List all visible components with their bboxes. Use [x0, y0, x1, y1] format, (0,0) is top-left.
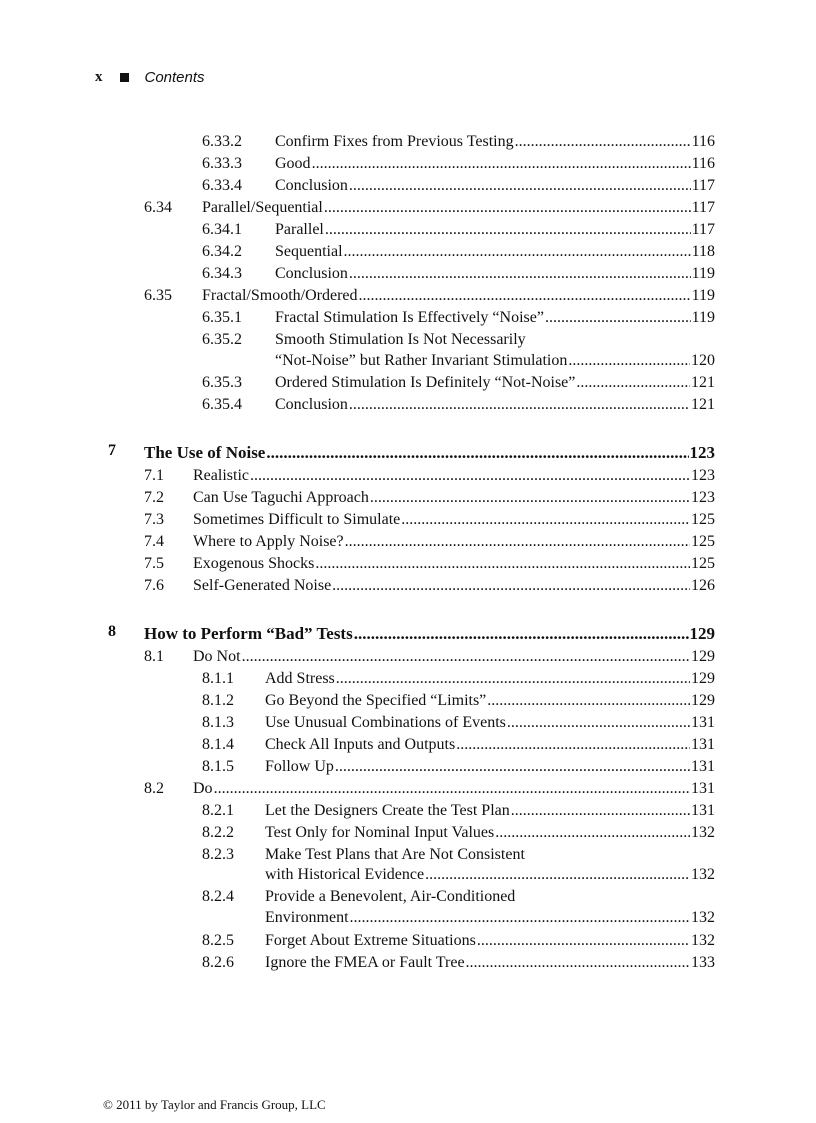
toc-entry-title: Smooth Stimulation Is Not Necessarily: [275, 331, 526, 348]
leader-dots: [425, 866, 690, 884]
leader-dots: [359, 287, 691, 305]
toc-entry-title: Test Only for Nominal Input Values: [265, 824, 495, 841]
toc-entry-number: 8.2.3: [202, 846, 234, 863]
toc-entry[interactable]: [275, 243, 715, 261]
leader-dots: [312, 155, 691, 173]
toc-entry-page: 125: [691, 555, 715, 572]
toc-entry-title: Self-Generated Noise: [193, 577, 332, 594]
toc-entry[interactable]: [265, 954, 715, 972]
toc-entry[interactable]: [265, 802, 715, 820]
leader-dots: [350, 909, 690, 927]
chapter-title: The Use of Noise: [144, 443, 266, 462]
toc-entry-number: 8.2.1: [202, 802, 234, 819]
toc-entry-number: 6.35.2: [202, 331, 242, 348]
toc-entry-page: 129: [691, 670, 715, 687]
toc-entry-number: 7.1: [144, 467, 164, 484]
toc-entry[interactable]: [275, 309, 715, 327]
toc-entry-number: 6.34.1: [202, 221, 242, 238]
leader-dots: [576, 374, 690, 392]
toc-entry-page: 132: [691, 909, 715, 926]
toc-entry-title: Confirm Fixes from Previous Testing: [275, 133, 514, 150]
toc-entry-number: 8.2.6: [202, 954, 234, 971]
toc-entry-title: Forget About Extreme Situations: [265, 932, 476, 949]
toc-entry[interactable]: [275, 396, 715, 414]
toc-entry-number: 6.34: [144, 199, 172, 216]
toc-entry-title: Fractal Stimulation Is Effectively “Noise”: [275, 309, 544, 326]
toc-entry-page: 133: [691, 954, 715, 971]
toc-entry-number: 6.35: [144, 287, 172, 304]
toc-entry-number: 6.33.2: [202, 133, 242, 150]
toc-entry-title: Good: [275, 155, 311, 172]
toc-entry-page: 118: [691, 243, 715, 260]
leader-dots: [324, 199, 691, 217]
leader-dots: [250, 467, 690, 485]
leader-dots: [507, 714, 690, 732]
toc-entry-number: 7.2: [144, 489, 164, 506]
leader-dots: [511, 802, 690, 820]
toc-entry[interactable]: [265, 692, 715, 710]
leader-dots: [242, 648, 690, 666]
toc-entry-title: Do: [193, 780, 213, 797]
toc-entry-title: Parallel/Sequential: [202, 199, 323, 216]
toc-entry[interactable]: [202, 199, 715, 217]
toc-entry[interactable]: [193, 467, 715, 485]
toc-entry[interactable]: [265, 670, 715, 688]
toc-entry-page: 131: [691, 758, 715, 775]
leader-dots: [515, 133, 691, 151]
toc-entry-title: Parallel: [275, 221, 324, 238]
toc-entry[interactable]: [275, 221, 715, 239]
toc-entry[interactable]: [265, 758, 715, 776]
toc-entry-page: 125: [691, 533, 715, 550]
leader-dots: [332, 577, 690, 595]
toc-entry-title: Ignore the FMEA or Fault Tree: [265, 954, 465, 971]
leader-dots: [315, 555, 690, 573]
toc-entry-number: 7.3: [144, 511, 164, 528]
copyright-footer: © 2011 by Taylor and Francis Group, LLC: [103, 1097, 326, 1112]
leader-dots: [214, 780, 690, 798]
toc-entry[interactable]: [202, 287, 715, 305]
toc-entry-page: 119: [691, 265, 715, 282]
toc-entry-title-continued: “Not-Noise” but Rather Invariant Stimulation: [275, 352, 568, 369]
toc-entry-number: 6.34.2: [202, 243, 242, 260]
toc-entry-page: 123: [691, 467, 715, 484]
toc-entry-page: 132: [691, 824, 715, 841]
toc-entry[interactable]: [265, 866, 715, 884]
toc-entry-title: Let the Designers Create the Test Plan: [265, 802, 510, 819]
chapter-page: 123: [689, 443, 715, 462]
toc-entry[interactable]: [193, 780, 715, 798]
toc-entry-title: Sometimes Difficult to Simulate: [193, 511, 401, 528]
toc-entry-page: 131: [691, 780, 715, 797]
toc-entry-page: 125: [691, 511, 715, 528]
toc-entry-page: 129: [691, 692, 715, 709]
toc-entry-page: 131: [691, 714, 715, 731]
leader-dots: [349, 177, 691, 195]
page-number: x: [95, 69, 103, 85]
chapter-title: How to Perform “Bad” Tests: [144, 624, 353, 643]
toc-entry-page: 120: [691, 352, 715, 369]
toc-entry[interactable]: [193, 555, 715, 573]
toc-entry[interactable]: [265, 824, 715, 842]
toc-entry-number: 8.1.4: [202, 736, 234, 753]
leader-dots: [349, 265, 691, 283]
toc-entry[interactable]: [193, 533, 715, 551]
toc-entry-page: 119: [691, 309, 715, 326]
toc-entry-title: Conclusion: [275, 265, 348, 282]
toc-entry-number: 6.33.3: [202, 155, 242, 172]
toc-entry-page: 121: [691, 374, 715, 391]
toc-entry-title: Sequential: [275, 243, 343, 260]
toc-entry-number: 7.5: [144, 555, 164, 572]
toc-entry-title-continued: with Historical Evidence: [265, 866, 425, 883]
chapter-number: 7: [108, 442, 116, 459]
leader-dots: [325, 221, 691, 239]
leader-dots: [495, 824, 690, 842]
toc-entry-page: 119: [691, 287, 715, 304]
toc-entry-title: Add Stress: [265, 670, 335, 687]
leader-dots: [344, 243, 691, 261]
toc-entry-page: 117: [691, 199, 715, 216]
toc-entry-title: Fractal/Smooth/Ordered: [202, 287, 358, 304]
toc-entry-title: Conclusion: [275, 177, 348, 194]
toc-entry-number: 8.2.2: [202, 824, 234, 841]
toc-entry-number: 6.33.4: [202, 177, 242, 194]
toc-entry-number: 8.1.5: [202, 758, 234, 775]
toc-entry[interactable]: [193, 511, 715, 529]
toc-entry-number: 6.35.3: [202, 374, 242, 391]
toc-entry-title: Provide a Benevolent, Air-Conditioned: [265, 888, 516, 905]
toc-entry-number: 8.2: [144, 780, 164, 797]
toc-entry-title: Follow Up: [265, 758, 334, 775]
toc-entry[interactable]: [193, 648, 715, 666]
leader-dots: [466, 954, 690, 972]
leader-dots: [335, 758, 690, 776]
toc-entry-title: Go Beyond the Specified “Limits”: [265, 692, 487, 709]
toc-entry-number: 8.1.1: [202, 670, 234, 687]
toc-entry-number: 6.35.1: [202, 309, 242, 326]
toc-entry-page: 123: [691, 489, 715, 506]
square-bullet-icon: [120, 73, 129, 82]
toc-entry[interactable]: [275, 133, 715, 151]
toc-chapter-entry[interactable]: [144, 625, 715, 643]
toc-entry-page: 126: [691, 577, 715, 594]
toc-entry-title: Can Use Taguchi Approach: [193, 489, 369, 506]
leader-dots: [336, 670, 690, 688]
toc-entry-page: 131: [691, 802, 715, 819]
toc-entry[interactable]: [265, 909, 715, 927]
toc-entry-number: 8.2.5: [202, 932, 234, 949]
leader-dots: [568, 352, 690, 370]
toc-entry-title: Exogenous Shocks: [193, 555, 315, 572]
toc-entry-number: 7.4: [144, 533, 164, 550]
toc-entry-title: Conclusion: [275, 396, 348, 413]
toc-entry[interactable]: [275, 177, 715, 195]
leader-dots: [370, 489, 690, 507]
toc-entry-page: 132: [691, 932, 715, 949]
toc-entry-page: 121: [691, 396, 715, 413]
toc-entry-page: 116: [691, 155, 715, 172]
leader-dots: [487, 692, 690, 710]
toc-entry-number: 8.2.4: [202, 888, 234, 905]
toc-entry-number: 6.34.3: [202, 265, 242, 282]
toc-entry[interactable]: [265, 714, 715, 732]
toc-entry-number: 6.35.4: [202, 396, 242, 413]
toc-entry-page: 117: [691, 177, 715, 194]
toc-entry[interactable]: [265, 736, 715, 754]
running-header: [95, 69, 205, 86]
toc-entry[interactable]: [275, 374, 715, 392]
toc-entry-title: Use Unusual Combinations of Events: [265, 714, 506, 731]
toc-entry-page: 117: [691, 221, 715, 238]
toc-entry-title: Check All Inputs and Outputs: [265, 736, 456, 753]
chapter-number: 8: [108, 623, 116, 640]
leader-dots: [401, 511, 690, 529]
toc-entry[interactable]: [275, 352, 715, 370]
toc-entry-title-continued: Environment: [265, 909, 349, 926]
toc-entry-page: 132: [691, 866, 715, 883]
toc-entry-number: 7.6: [144, 577, 164, 594]
leader-dots: [477, 932, 690, 950]
toc-entry-title: Do Not: [193, 648, 241, 665]
running-header-title: Contents: [144, 69, 205, 86]
leader-dots: [456, 736, 690, 754]
chapter-page: 129: [689, 624, 715, 643]
toc-entry-page: 116: [691, 133, 715, 150]
toc-entry-page: 129: [691, 648, 715, 665]
leader-dots: [349, 396, 690, 414]
leader-dots: [266, 444, 688, 462]
toc-entry-title: Where to Apply Noise?: [193, 533, 344, 550]
toc-entry[interactable]: [275, 265, 715, 283]
toc-entry-page: 131: [691, 736, 715, 753]
toc-entry[interactable]: [193, 489, 715, 507]
leader-dots: [545, 309, 691, 327]
toc-entry-title: Make Test Plans that Are Not Consistent: [265, 846, 525, 863]
toc-entry[interactable]: [275, 155, 715, 173]
toc-entry[interactable]: [193, 577, 715, 595]
toc-entry-title: Ordered Stimulation Is Definitely “Not-Noise”: [275, 374, 576, 391]
toc-chapter-entry[interactable]: [144, 444, 715, 462]
toc-entry-number: 8.1.3: [202, 714, 234, 731]
toc-entry-number: 8.1: [144, 648, 164, 665]
leader-dots: [354, 625, 689, 643]
toc-entry-title: Realistic: [193, 467, 249, 484]
toc-entry-number: 8.1.2: [202, 692, 234, 709]
leader-dots: [345, 533, 690, 551]
toc-entry[interactable]: [265, 932, 715, 950]
